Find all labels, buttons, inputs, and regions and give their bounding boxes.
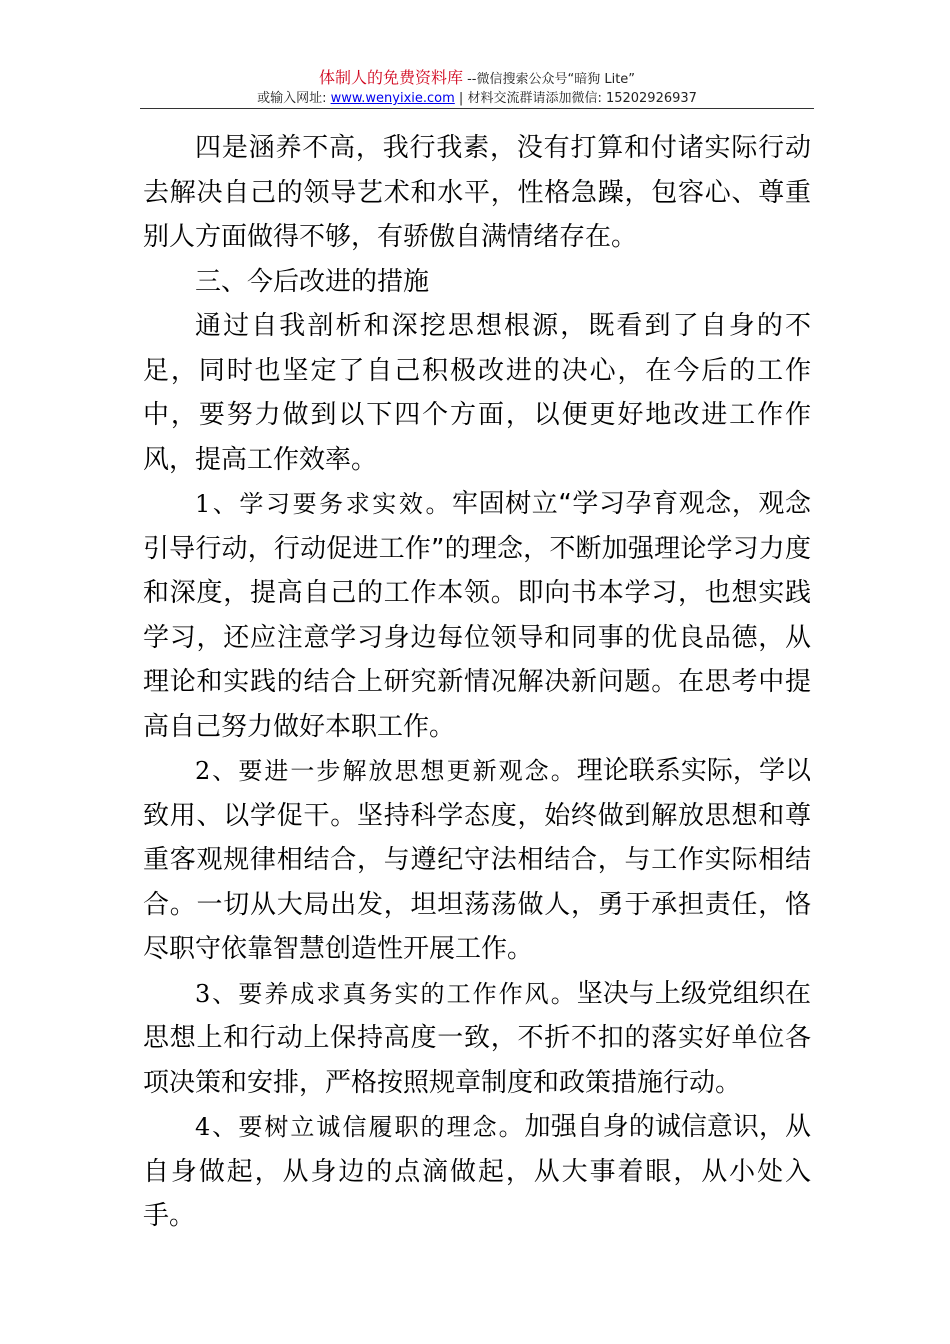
page-header [140, 68, 814, 108]
header-contact-suffix: | 材料交流群请添加微信: 15202926937 [454, 91, 697, 106]
measure-4-text: 加强自身的诚信意识，从自身做起，从身边的点滴做起，从大事着眼，从小处入手。 [143, 1112, 811, 1231]
header-tagline: --微信搜索公众号“暗狗 Lite” [462, 72, 636, 87]
measure-1-text: 牢固树立“学习孕育观念，观念引导行动，行动促进工作”的理念，不断加强理论学习力度和深度，提高自己的工作本领。即向书本学习，也想实践学习，还应注意学习身边每位领导和同事的优良品德，从理论和实践的结合上研究新情况解决新问题。在思考中提高自己努力做好本职工作。 [143, 489, 811, 742]
header-title-line [140, 68, 814, 90]
measure-2-text: 理论联系实际，学以致用、以学促干。坚持科学态度，始终做到解放思想和尊重客观规律相结合，与遵纪守法相结合，与工作实际相结合。一切从大局出发，坦坦荡荡做人，勇于承担责任，恪尽职守依靠智慧创造性开展工作。 [143, 756, 811, 964]
header-contact-line [140, 90, 814, 108]
measure-4-lead: 4、要树立诚信履职的理念。 [195, 1113, 525, 1141]
measure-3-text: 坚决与上级党组织在思想上和行动上保持高度一致，不折不扣的落实好单位各项决策和安排，严格按照规章制度和政策措施行动。 [143, 978, 811, 1098]
paragraph-measure-2 [143, 749, 811, 972]
header-divider [140, 108, 814, 109]
measure-1-lead: 1、学习要务求实效。 [195, 490, 453, 518]
header-website-link[interactable]: www.wenyixie.com [330, 91, 455, 106]
paragraph-intro-improvements: 通过自我剖析和深挖思想根源，既看到了自身的不足，同时也坚定了自己积极改进的决心，在今后的工作中，要努力做到以下四个方面，以便更好地改进工作作风，提高工作效率。 [143, 311, 811, 475]
paragraph-measure-4 [143, 1105, 811, 1239]
paragraph-shortcoming-4: 四是涵养不高，我行我素，没有打算和付诸实际行动去解决自己的领导艺术和水平，性格急躁，包容心、尊重别人方面做得不够，有骄傲自满情绪存在。 [143, 133, 811, 252]
document-body [143, 126, 811, 1239]
header-url-prefix: 或输入网址: [257, 91, 331, 106]
measure-3-lead: 3、要养成求真务实的工作作风。 [195, 979, 577, 1008]
measure-2-lead: 2、要进一步解放思想更新观念。 [195, 757, 577, 785]
paragraph-measure-3 [143, 972, 811, 1106]
paragraph-measure-1 [143, 482, 811, 749]
section-heading-improvements: 三、今后改进的措施 [195, 266, 430, 297]
header-brand: 体制人的免费资料库 [318, 68, 463, 87]
